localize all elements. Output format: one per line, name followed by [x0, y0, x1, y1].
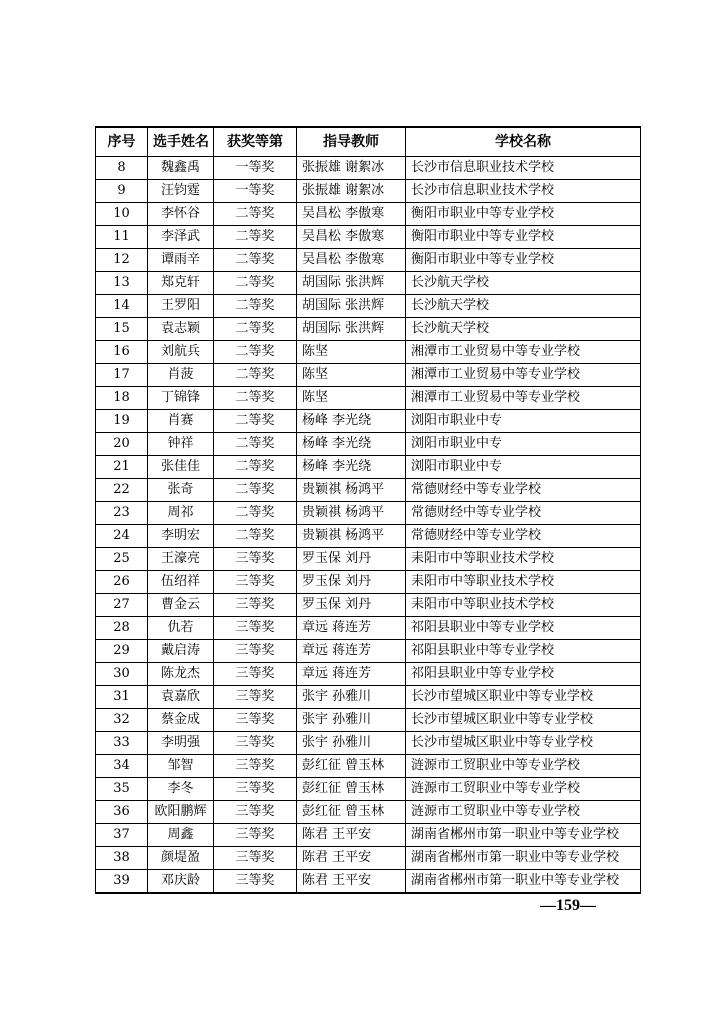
- cell-no: 32: [96, 709, 148, 732]
- cell-no: 12: [96, 249, 148, 272]
- cell-teacher: 陈坚: [297, 387, 406, 410]
- table-row: [96, 456, 641, 479]
- cell-teacher: 杨峰 李光绕: [297, 433, 406, 456]
- cell-no: 27: [96, 594, 148, 617]
- cell-no: 33: [96, 732, 148, 755]
- cell-teacher: 陈君 王平安: [297, 847, 406, 870]
- table-row: [96, 203, 641, 226]
- table-row: [96, 180, 641, 203]
- cell-school: 长沙市望城区职业中等专业学校: [406, 686, 641, 709]
- cell-school: 湖南省郴州市第一职业中等专业学校: [406, 847, 641, 870]
- cell-prize: 三等奖: [214, 778, 297, 801]
- cell-name: 颜堤盈: [148, 847, 214, 870]
- cell-teacher: 贵颖祺 杨鸿平: [297, 479, 406, 502]
- cell-school: 湖南省郴州市第一职业中等专业学校: [406, 870, 641, 894]
- cell-no: 19: [96, 410, 148, 433]
- cell-teacher: 胡国际 张洪辉: [297, 272, 406, 295]
- table-row: [96, 663, 641, 686]
- cell-name: 张佳佳: [148, 456, 214, 479]
- header-name: 选手姓名: [148, 127, 214, 157]
- cell-no: 31: [96, 686, 148, 709]
- cell-name: 李明强: [148, 732, 214, 755]
- cell-no: 22: [96, 479, 148, 502]
- table-row: [96, 318, 641, 341]
- cell-name: 李泽武: [148, 226, 214, 249]
- cell-prize: 三等奖: [214, 594, 297, 617]
- cell-school: 浏阳市职业中专: [406, 410, 641, 433]
- cell-no: 28: [96, 617, 148, 640]
- cell-name: 曹金云: [148, 594, 214, 617]
- cell-name: 汪钧霆: [148, 180, 214, 203]
- cell-teacher: 胡国际 张洪辉: [297, 318, 406, 341]
- cell-teacher: 张振雄 谢絮冰: [297, 157, 406, 180]
- cell-prize: 三等奖: [214, 801, 297, 824]
- table-row: [96, 295, 641, 318]
- cell-school: 长沙航天学校: [406, 318, 641, 341]
- cell-name: 肖赛: [148, 410, 214, 433]
- table-row: [96, 801, 641, 824]
- table-row: [96, 824, 641, 847]
- cell-no: 29: [96, 640, 148, 663]
- table-header: [96, 127, 641, 157]
- header-prize: 获奖等第: [214, 127, 297, 157]
- cell-school: 常德财经中等专业学校: [406, 525, 641, 548]
- table-row: [96, 387, 641, 410]
- cell-name: 刘航兵: [148, 341, 214, 364]
- award-table: [95, 126, 641, 894]
- cell-teacher: 吴昌松 李傲寒: [297, 249, 406, 272]
- cell-name: 李冬: [148, 778, 214, 801]
- cell-no: 37: [96, 824, 148, 847]
- cell-prize: 三等奖: [214, 663, 297, 686]
- cell-teacher: 陈坚: [297, 364, 406, 387]
- cell-teacher: 张宇 孙雅川: [297, 709, 406, 732]
- cell-no: 35: [96, 778, 148, 801]
- cell-school: 祁阳县职业中等专业学校: [406, 640, 641, 663]
- cell-school: 衡阳市职业中等专业学校: [406, 226, 641, 249]
- cell-no: 15: [96, 318, 148, 341]
- cell-teacher: 彭红征 曾玉林: [297, 778, 406, 801]
- table-row: [96, 617, 641, 640]
- cell-teacher: 张振雄 谢絮冰: [297, 180, 406, 203]
- cell-no: 17: [96, 364, 148, 387]
- cell-name: 周鑫: [148, 824, 214, 847]
- table-row: [96, 341, 641, 364]
- page-number: —159—: [540, 897, 596, 914]
- cell-prize: 三等奖: [214, 617, 297, 640]
- cell-prize: 二等奖: [214, 387, 297, 410]
- cell-school: 耒阳市中等职业技术学校: [406, 594, 641, 617]
- cell-school: 衡阳市职业中等专业学校: [406, 203, 641, 226]
- table-row: [96, 640, 641, 663]
- table-row: [96, 870, 641, 894]
- table-row: [96, 364, 641, 387]
- cell-teacher: 彭红征 曾玉林: [297, 801, 406, 824]
- cell-prize: 一等奖: [214, 157, 297, 180]
- cell-teacher: 张宇 孙雅川: [297, 686, 406, 709]
- cell-prize: 二等奖: [214, 410, 297, 433]
- cell-prize: 三等奖: [214, 870, 297, 894]
- cell-prize: 二等奖: [214, 226, 297, 249]
- cell-no: 26: [96, 571, 148, 594]
- table-row: [96, 686, 641, 709]
- cell-school: 长沙航天学校: [406, 295, 641, 318]
- cell-prize: 三等奖: [214, 686, 297, 709]
- cell-name: 仇若: [148, 617, 214, 640]
- cell-prize: 三等奖: [214, 847, 297, 870]
- cell-school: 祁阳县职业中等专业学校: [406, 617, 641, 640]
- cell-prize: 二等奖: [214, 318, 297, 341]
- cell-teacher: 章远 蒋连芳: [297, 663, 406, 686]
- cell-teacher: 罗玉保 刘丹: [297, 594, 406, 617]
- cell-prize: 二等奖: [214, 341, 297, 364]
- table-row: [96, 479, 641, 502]
- cell-no: 39: [96, 870, 148, 894]
- cell-no: 8: [96, 157, 148, 180]
- cell-school: 湘潭市工业贸易中等专业学校: [406, 387, 641, 410]
- cell-school: 涟源市工贸职业中等专业学校: [406, 801, 641, 824]
- cell-school: 常德财经中等专业学校: [406, 502, 641, 525]
- cell-name: 李怀谷: [148, 203, 214, 226]
- cell-school: 涟源市工贸职业中等专业学校: [406, 778, 641, 801]
- cell-no: 23: [96, 502, 148, 525]
- cell-teacher: 彭红征 曾玉林: [297, 755, 406, 778]
- cell-no: 30: [96, 663, 148, 686]
- cell-prize: 二等奖: [214, 456, 297, 479]
- cell-no: 10: [96, 203, 148, 226]
- cell-name: 肖菠: [148, 364, 214, 387]
- cell-teacher: 陈坚: [297, 341, 406, 364]
- cell-school: 长沙市信息职业技术学校: [406, 157, 641, 180]
- cell-name: 王罗阳: [148, 295, 214, 318]
- cell-prize: 二等奖: [214, 295, 297, 318]
- cell-teacher: 胡国际 张洪辉: [297, 295, 406, 318]
- cell-prize: 一等奖: [214, 180, 297, 203]
- cell-no: 20: [96, 433, 148, 456]
- cell-no: 24: [96, 525, 148, 548]
- cell-prize: 三等奖: [214, 732, 297, 755]
- table-row: [96, 525, 641, 548]
- cell-name: 王濠亮: [148, 548, 214, 571]
- cell-teacher: 张宇 孙雅川: [297, 732, 406, 755]
- cell-prize: 三等奖: [214, 548, 297, 571]
- cell-no: 14: [96, 295, 148, 318]
- cell-no: 36: [96, 801, 148, 824]
- table-row: [96, 847, 641, 870]
- cell-no: 13: [96, 272, 148, 295]
- cell-school: 衡阳市职业中等专业学校: [406, 249, 641, 272]
- cell-school: 湖南省郴州市第一职业中等专业学校: [406, 824, 641, 847]
- cell-prize: 三等奖: [214, 755, 297, 778]
- cell-teacher: 吴昌松 李傲寒: [297, 203, 406, 226]
- cell-name: 郑克轩: [148, 272, 214, 295]
- table-row: [96, 502, 641, 525]
- cell-school: 浏阳市职业中专: [406, 456, 641, 479]
- cell-name: 魏鑫禹: [148, 157, 214, 180]
- cell-teacher: 章远 蒋连芳: [297, 640, 406, 663]
- cell-school: 祁阳县职业中等专业学校: [406, 663, 641, 686]
- cell-school: 长沙市望城区职业中等专业学校: [406, 732, 641, 755]
- cell-no: 34: [96, 755, 148, 778]
- cell-name: 钟祥: [148, 433, 214, 456]
- cell-name: 邓庆龄: [148, 870, 214, 894]
- cell-teacher: 杨峰 李光绕: [297, 456, 406, 479]
- cell-prize: 二等奖: [214, 479, 297, 502]
- table-row: [96, 594, 641, 617]
- cell-prize: 二等奖: [214, 203, 297, 226]
- table-row: [96, 571, 641, 594]
- cell-prize: 三等奖: [214, 640, 297, 663]
- cell-name: 戴启涛: [148, 640, 214, 663]
- cell-name: 邹智: [148, 755, 214, 778]
- cell-teacher: 贵颖祺 杨鸿平: [297, 502, 406, 525]
- cell-name: 伍绍祥: [148, 571, 214, 594]
- cell-name: 周祁: [148, 502, 214, 525]
- cell-no: 38: [96, 847, 148, 870]
- table-row: [96, 732, 641, 755]
- cell-name: 袁嘉欣: [148, 686, 214, 709]
- cell-school: 耒阳市中等职业技术学校: [406, 548, 641, 571]
- cell-no: 21: [96, 456, 148, 479]
- header-school: 学校名称: [406, 127, 641, 157]
- cell-school: 常德财经中等专业学校: [406, 479, 641, 502]
- cell-teacher: 陈君 王平安: [297, 870, 406, 894]
- table-body: [96, 157, 641, 894]
- cell-school: 涟源市工贸职业中等专业学校: [406, 755, 641, 778]
- cell-prize: 三等奖: [214, 709, 297, 732]
- cell-teacher: 贵颖祺 杨鸿平: [297, 525, 406, 548]
- cell-name: 谭雨辛: [148, 249, 214, 272]
- cell-teacher: 陈君 王平安: [297, 824, 406, 847]
- table-row: [96, 548, 641, 571]
- table-row: [96, 157, 641, 180]
- cell-name: 张奇: [148, 479, 214, 502]
- cell-name: 袁志颖: [148, 318, 214, 341]
- table-row: [96, 433, 641, 456]
- cell-name: 欧阳鹏辉: [148, 801, 214, 824]
- cell-no: 16: [96, 341, 148, 364]
- cell-school: 长沙市信息职业技术学校: [406, 180, 641, 203]
- cell-school: 长沙市望城区职业中等专业学校: [406, 709, 641, 732]
- cell-teacher: 吴昌松 李傲寒: [297, 226, 406, 249]
- cell-prize: 二等奖: [214, 364, 297, 387]
- cell-teacher: 罗玉保 刘丹: [297, 548, 406, 571]
- cell-no: 9: [96, 180, 148, 203]
- cell-name: 丁锦锋: [148, 387, 214, 410]
- table-row: [96, 709, 641, 732]
- cell-school: 耒阳市中等职业技术学校: [406, 571, 641, 594]
- header-row: [96, 127, 641, 157]
- cell-prize: 二等奖: [214, 502, 297, 525]
- cell-school: 湘潭市工业贸易中等专业学校: [406, 341, 641, 364]
- header-no: 序号: [96, 127, 148, 157]
- cell-school: 湘潭市工业贸易中等专业学校: [406, 364, 641, 387]
- cell-prize: 三等奖: [214, 571, 297, 594]
- header-teacher: 指导教师: [297, 127, 406, 157]
- cell-prize: 二等奖: [214, 249, 297, 272]
- cell-no: 18: [96, 387, 148, 410]
- table-row: [96, 778, 641, 801]
- cell-prize: 二等奖: [214, 433, 297, 456]
- table-row: [96, 410, 641, 433]
- table-row: [96, 249, 641, 272]
- cell-no: 11: [96, 226, 148, 249]
- table-row: [96, 272, 641, 295]
- cell-no: 25: [96, 548, 148, 571]
- table-row: [96, 226, 641, 249]
- cell-name: 李明宏: [148, 525, 214, 548]
- cell-prize: 二等奖: [214, 525, 297, 548]
- table-row: [96, 755, 641, 778]
- cell-school: 浏阳市职业中专: [406, 433, 641, 456]
- cell-name: 蔡金成: [148, 709, 214, 732]
- cell-name: 陈龙杰: [148, 663, 214, 686]
- cell-teacher: 章远 蒋连芳: [297, 617, 406, 640]
- cell-teacher: 杨峰 李光绕: [297, 410, 406, 433]
- cell-teacher: 罗玉保 刘丹: [297, 571, 406, 594]
- cell-prize: 三等奖: [214, 824, 297, 847]
- cell-school: 长沙航天学校: [406, 272, 641, 295]
- cell-prize: 二等奖: [214, 272, 297, 295]
